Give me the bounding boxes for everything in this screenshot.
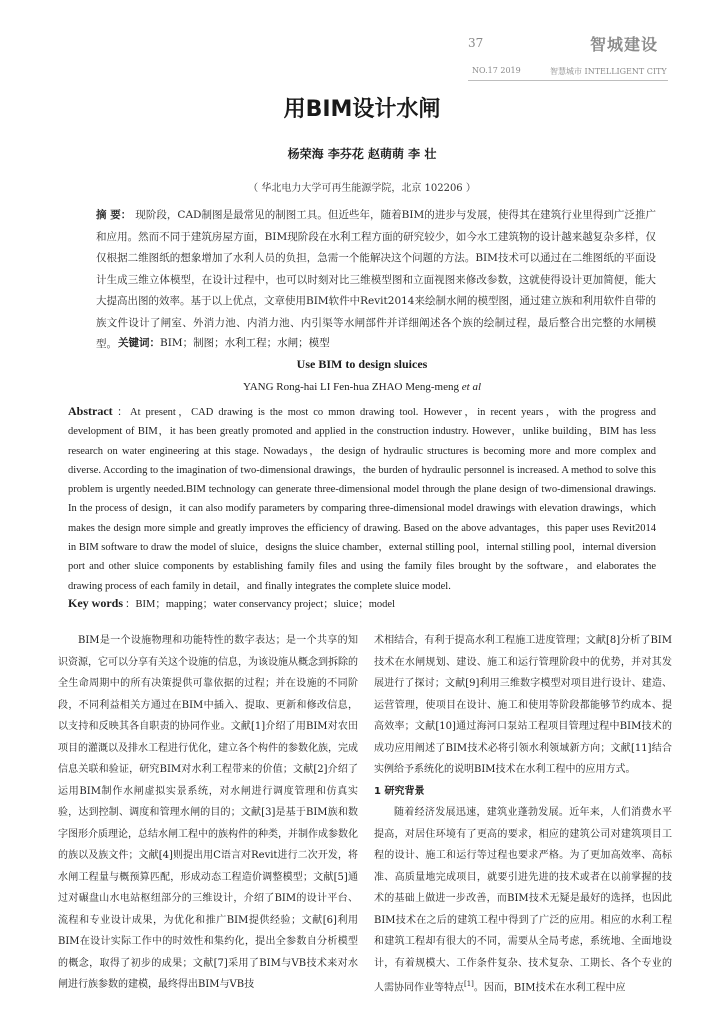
authors-english-names: YANG Rong-hai LI Fen-hua ZHAO Meng-meng	[243, 381, 459, 393]
keywords-chinese-label: 关键词：	[118, 337, 160, 349]
abstract-english-label: Abstract	[68, 404, 113, 418]
column-tag: 智慧城市 INTELLIGENT CITY	[550, 67, 667, 76]
journal-name: 智城建设	[590, 35, 659, 54]
paper-title: 用BIM设计水闸	[283, 97, 441, 122]
body-paragraph: BIM是一个设施物理和功能特性的数字表达；是一个共享的知识资源，它可以分享有关这个设施的信息，为该设施从概念到拆除的全生命周期中的所有决策提供可靠依据的过程；并在设施的不同阶段，不同利益相关方通过在BIM中插入、提取、更新和修改信息，以支持和反映其各自职责的协同作业。文献[1]介绍了用BIM对农田项目的灌溉以及排水工程进行优化，建立各个构件的参数化族，完成信息关联和验证，研究BIM对水利工程带来的价值；文献[2]介绍了运用BIM制作水闸虚拟实景系统，对水闸进行调度管理和仿真实验，达到控制、调度和管理水闸的目的；文献[3]是基于BIM族和数字图形介质理论，总结水闸工程中的族构件的种类，并制作成参数化的族以及族文件；文献[4]则提出用C语言对Revit进行二次开发，将水闸工程量与概预算匹配，形成动态工程造价调整模型；文献[5]通过对碾盘山水电站枢纽部分的三维设计，介绍了BIM的设计平台、流程和专业设计成果，为优化和推广BIM提供经验；文献[6]利用BIM在设计实际工作中的时效性和集约化，提出全参数自分析模型的概念，取得了初步的成果；文献[7]采用了BIM与VB技术来对水闸进行族参数的建模，最终得出BIM与VB技	[58, 635, 358, 990]
abstract-english	[68, 402, 656, 596]
authors-english-etal: et al	[461, 381, 481, 393]
header-divider	[468, 80, 668, 81]
citation-superscript: [1]	[464, 980, 474, 988]
abstract-english-text: ：At present，CAD drawing is the most co mmon drawing tool. However，in recent years，with the progress and development of BIM，it has been greatly promoted and applied in the construction industry. However，unlike building，BIM has less research on water engineering at this stage. Nowadays，the design of hydraulic structures is becoming more and more complex and diverse. According to the imagination of two-dimensional drawings，the burden of hydraulic personnel is increased. A method to solve this problem is urgently needed.BIM technology can generate three-dimensional model through the plane design of two-dimensional drawings. In the process of design，it can also modify parameters by comparing three-dimensional model drawings with elevation drawings，which makes the design more simple and greatly improves the efficiency of drawing. Based on the above advantages，this paper uses Revit2014 in BIM software to draw the model of sluice，designs the sluice chamber，external stilling pool，internal stilling pool，internal diversion port and other sluice components by establishing family files and using the family files brought by the software，and elaborates the drawing process of each family in detail，and finally integrates the complete sluice model.	[68, 407, 656, 592]
body-paragraph-text: 随着经济发展迅速，建筑业蓬勃发展。近年来，人们消费水平提高，对居住环境有了更高的要求，相应的建筑公司对建筑项目工程的设计、施工和运行等过程也要求严格。为了更加高效率、高标准、高质量地完成项目，就要引进先进的技术或者在以前掌握的技术的基础上做进一步改善，而BIM技术无疑是最好的选择，也因此BIM技术在之后的建筑工程中得到了广泛的应用。相应的水利工程和建筑工程却有很大的不同，需要从全局考虑，系统地、全面地设计，有着规模大、工作条件复杂、技术复杂、工期长、各个专业的人需协同作业等特点	[374, 807, 672, 994]
body-paragraph-tail: 。因而，BIM技术在水利工程中应	[473, 982, 626, 994]
keywords-english-text: ：BIM；mapping；water conservancy project；sluice；model	[125, 599, 396, 610]
abstract-chinese-text: 现阶段，CAD制图是最常见的制图工具。但近些年，随着BIM的进步与发展，使得其在建筑行业里得到广泛推广和应用。然而不同于建筑房屋方面，BIM现阶段在水利工程方面的研究较少，如今水工建筑物的设计越来越复杂多样，仅仅根据二维图纸的想象增加了水利人员的负担，急需一个能解决这个问题的方法。BIM技术可以通过在二维图纸的平面设计生成三维立体模型，在设计过程中，也可以时刻对比三维模型图和立面视图来修改参数，这就使得设计更加简便，能大大提高出图的效率。基于以上优点，文章使用BIM软件中Revit2014来绘制水闸的模型图，通过建立族和利用软件自带的族文件设计了闸室、外消力池、内消力池、内引渠等水闸部件并详细阐述各个族的绘制过程，最后整合出完整的水闸模型。	[96, 209, 656, 350]
body-column-right	[374, 630, 672, 999]
keywords-english-label: Key words	[68, 596, 123, 610]
keywords-chinese-text: BIM；制图；水利工程；水闸；模型	[160, 337, 330, 349]
affiliation: （ 华北电力大学可再生能源学院，北京 102206 ）	[248, 183, 476, 194]
authors-english	[0, 381, 724, 393]
abstract-chinese	[96, 205, 656, 356]
body-paragraph: 术相结合，有利于提高水利工程施工进度管理；文献[8]分析了BIM技术在水闸规划、建设、施工和运行管理阶段中的优势，并对其发展进行了探讨；文献[9]利用三维数字模型对项目进行设计、建造、运营管理，使项目在设计、施工和使用等阶段都能够节约成本、提高效率；文献[10]通过海河口泵站工程项目管理过程中BIM技术的成功应用阐述了BIM技术必将引领水利领域新方向；文献[11]结合实例给予系统化的说明BIM技术在水利工程中的应用方式。	[374, 635, 672, 775]
paper-title-english: Use BIM to design sluices	[296, 357, 428, 371]
keywords-chinese	[118, 334, 658, 352]
section-heading: 1 研究背景	[374, 785, 425, 797]
keywords-english	[68, 594, 656, 614]
body-column-left	[58, 630, 358, 996]
body-paragraph	[374, 802, 672, 999]
abstract-chinese-label: 摘 要：	[96, 209, 132, 221]
page-number: 37	[468, 36, 484, 50]
issue-number: NO.17 2019	[472, 66, 521, 75]
authors-chinese: 杨荣海 李芬花 赵萌萌 李 壮	[287, 147, 437, 161]
